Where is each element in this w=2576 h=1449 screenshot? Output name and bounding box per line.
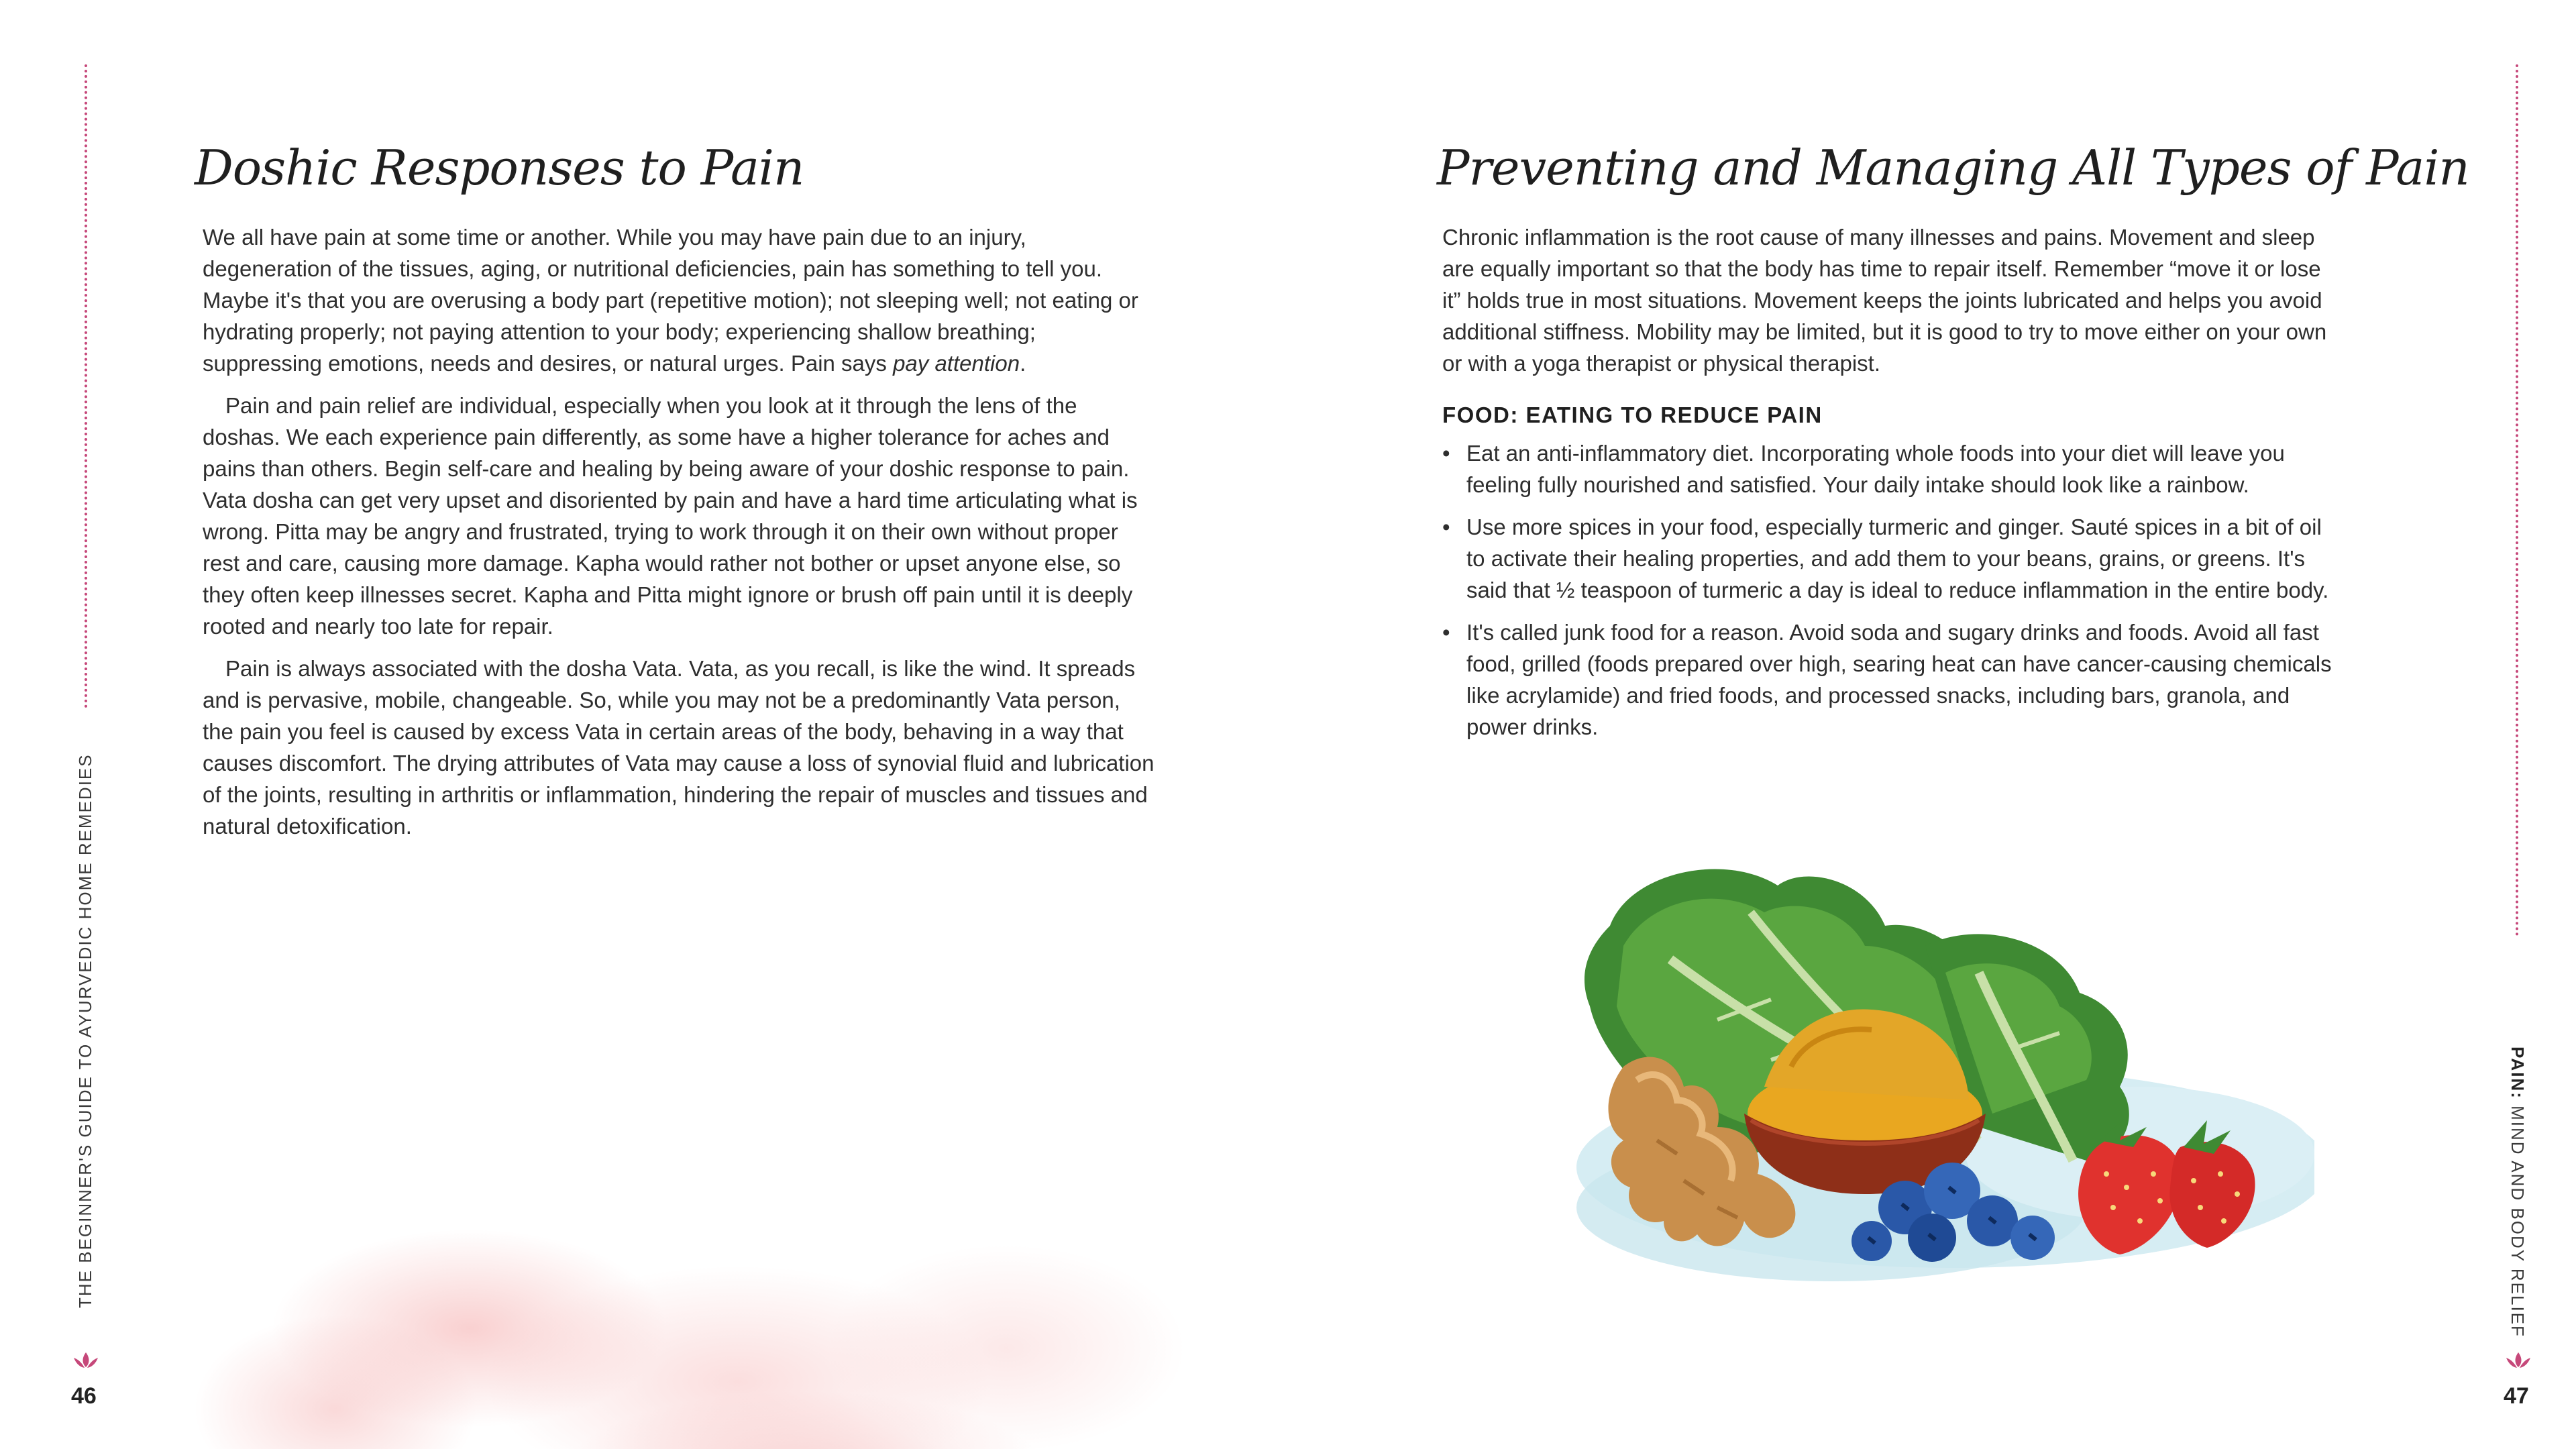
right-page: [1288, 0, 2576, 1449]
paragraph-text-end: .: [1020, 351, 1026, 376]
list-item: [1442, 511, 2341, 606]
lotus-icon: [71, 1350, 101, 1370]
body-text: [1442, 221, 2341, 753]
running-head-right: [2507, 1046, 2528, 1338]
paragraph: Chronic inflammation is the root cause of many illnesses and pains. Movement and sleep are equally important so that the body has time to repair itself. Remember “move it or lose it” holds true in most situations. Movement keeps the joints lubricated and helps you avoid additional stiffness. Mobility may be limited, but it is good to try to move either on your own or with a yoga therapist or physical therapist.: [1442, 225, 2327, 376]
food-illustration: [1550, 845, 2314, 1315]
lotus-icon: [2504, 1350, 2533, 1370]
section-heading: Preventing and Managing All Types of Pain: [1437, 140, 2469, 196]
bullet-icon: •: [1442, 441, 1450, 466]
list-item-text: Use more spices in your food, especially turmeric and ginger. Sauté spices in a bit of oil to activate their healing properties, and add them to your beans, grains, or greens. It's said that ½ teaspoon of turmeric a day is ideal to reduce inflammation in the entire body.: [1466, 515, 2329, 602]
running-head-bold: PAIN:: [2508, 1046, 2528, 1099]
list-item: [1442, 616, 2341, 743]
subheading: FOOD: EATING TO REDUCE PAIN: [1442, 402, 1823, 427]
paragraph: Pain and pain relief are individual, especially when you look at it through the lens of the doshas. We each experience pain differently, as some have a higher tolerance for aches and pains than others. Begin self-care and healing by being aware of your doshic response to pain. Vata dosha can get very upset and disoriented by pain and have a hard time articulating what is wrong. Pitta may be angry and frustrated, trying to work through it on their own without proper rest and care, causing more damage. Kapha would rather not bother or upset anyone else, so they often keep illnesses secret. Kapha and Pitta might ignore or brush off pain until it is deeply rooted and nearly too late for repair.: [203, 393, 1138, 639]
dotted-margin-rule: [2516, 64, 2518, 936]
bullet-icon: •: [1442, 515, 1450, 539]
paragraph: [203, 221, 1155, 379]
list-item: [1442, 437, 2341, 500]
paragraph-text: We all have pain at some time or another. While you may have pain due to an injury, degeneration of the tissues, aging, or nutritional deficiencies, pain has something to tell you. Maybe it's that you are overusing a body part (repetitive motion); not sleeping well; not eating or hydrating properly; not paying attention to your body; experiencing shallow breathing; suppressing emotions, needs and desires, or natural urges. Pain says: [203, 225, 1138, 376]
emphasis-text: pay attention: [893, 351, 1020, 376]
body-text: [203, 221, 1155, 853]
bullet-list: [1442, 437, 2341, 743]
running-head-rest: MIND AND BODY RELIEF: [2508, 1099, 2528, 1338]
section-heading: Doshic Responses to Pain: [195, 140, 804, 196]
bullet-icon: •: [1442, 620, 1450, 645]
list-item-text: It's called junk food for a reason. Avoid soda and sugary drinks and foods. Avoid all fast food, grilled (foods prepared over high, searing heat can have cancer-causing chemicals like acrylamide) and fried foods, and processed snacks, including bars, granola, and power drinks.: [1466, 620, 2332, 739]
page-number: 46: [71, 1383, 97, 1409]
paragraph: Pain is always associated with the dosha Vata. Vata, as you recall, is like the wind. It spreads and is pervasive, mobile, changeable. So, while you may not be a predominantly Vata person, the pain you feel is caused by excess Vata in certain areas of the body, behaving in a way that causes discomfort. The drying attributes of Vata may cause a loss of synovial fluid and lubrication of the joints, resulting in arthritis or inflammation, hindering the repair of muscles and tissues and natural detoxification.: [203, 656, 1155, 839]
list-item-text: Eat an anti-inflammatory diet. Incorporating whole foods into your diet will leave you feeling fully nourished and satisfied. Your daily intake should look like a rainbow.: [1466, 441, 2285, 497]
running-head-left: THE BEGINNER'S GUIDE TO AYURVEDIC HOME REMEDIES: [75, 753, 95, 1308]
page-number: 47: [2504, 1383, 2529, 1409]
dotted-margin-rule: [85, 64, 87, 708]
